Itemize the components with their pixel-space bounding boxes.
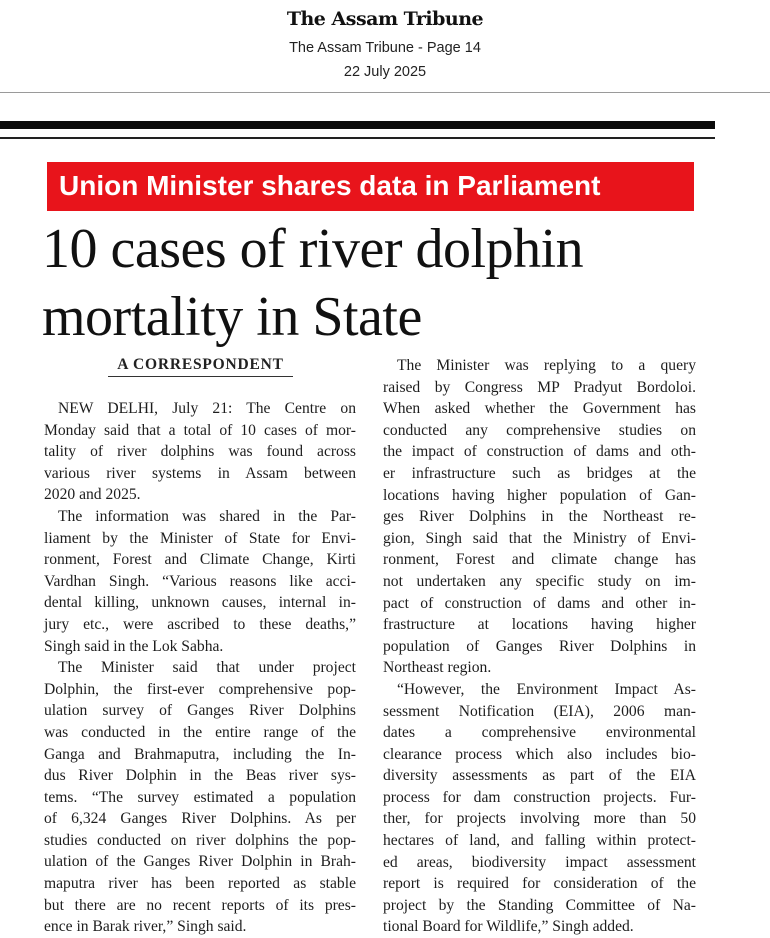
article-text-line: population of Ganges River Dolphins in bbox=[383, 637, 696, 655]
article-text-line: diversity assessments as part of the EIA bbox=[383, 767, 696, 785]
article-text-line: ence in Barak river,” Singh said. bbox=[44, 918, 247, 936]
article-text-line: pact of construction of dams and other in- bbox=[383, 594, 696, 612]
headline-line: 10 cases of river dolphin bbox=[42, 218, 584, 280]
article-text-line: Vardhan Singh. “Various reasons like acci- bbox=[44, 572, 356, 590]
article-text-line: not undertaken any specific study on im- bbox=[383, 572, 696, 590]
article-text-line: “However, the Environment Impact As- bbox=[397, 680, 696, 698]
article-text-line: tality of river dolphins was found across bbox=[44, 443, 356, 461]
article-text-line: tional Board for Wildlife,” Singh added. bbox=[383, 918, 634, 936]
article-text-line: ed areas, biodiversity impact assessment bbox=[383, 853, 696, 871]
article-text-line: locations having higher population of Gan- bbox=[383, 486, 696, 504]
article-column-left bbox=[44, 398, 356, 938]
divider-thin bbox=[0, 137, 715, 139]
article-text-line: dental killing, unknown causes, internal in- bbox=[44, 594, 356, 612]
article-text-line: er infrastructure such as bridges at the bbox=[383, 464, 696, 482]
article-text-line: clearance process which also includes bio- bbox=[383, 745, 696, 763]
headline bbox=[42, 215, 742, 351]
article-text-line: sessment Notification (EIA), 2006 man- bbox=[383, 702, 696, 720]
article-text-line: ther, for projects involving more than 50 bbox=[383, 810, 696, 828]
headline-line: mortality in State bbox=[42, 286, 422, 348]
article-text-line: jury etc., were ascribed to these deaths,” bbox=[44, 615, 356, 633]
article-text-line: dates a comprehensive environmental bbox=[383, 724, 696, 742]
article-text-line: process for dam construction projects. Fur- bbox=[383, 788, 696, 806]
article-text-line: maputra river has been reported as stable bbox=[44, 875, 356, 893]
article-text-line: gion, Singh said that the Ministry of Envi- bbox=[383, 529, 696, 547]
article-text-line: Singh said in the Lok Sabha. bbox=[44, 637, 224, 655]
article-text-line: raised by Congress MP Pradyut Bordoloi. bbox=[383, 378, 696, 396]
publication-date: 22 July 2025 bbox=[343, 64, 427, 80]
article-text-line: tems. “The survey estimated a population bbox=[44, 788, 356, 806]
article-text-line: ulation of the Ganges River Dolphin in Brah- bbox=[44, 853, 356, 871]
article-text-line: was conducted in the entire range of the bbox=[44, 723, 356, 741]
article-text-line: hectares of land, and falling within protect- bbox=[383, 832, 696, 850]
article-text-line: ronment, Forest and climate change has bbox=[383, 551, 696, 569]
article-text-line: Monday said that a total of 10 cases of mor- bbox=[44, 421, 356, 439]
article-text-line: but there are no recent reports of its pres- bbox=[44, 896, 356, 914]
article-text-line: The Minister was replying to a query bbox=[397, 357, 696, 374]
article-column-right bbox=[383, 355, 696, 938]
article-text-line: ulation survey of Ganges River Dolphins bbox=[44, 702, 356, 720]
article-text-line: Northeast region. bbox=[383, 659, 492, 677]
article-text-line: the impact of construction of dams and oth- bbox=[383, 443, 696, 461]
article-text-line: frastructure at locations having higher bbox=[383, 616, 696, 634]
article-text-line: of 6,324 Ganges River Dolphins. As per bbox=[44, 810, 356, 828]
article-text-line: Ganga and Brahmaputra, including the In- bbox=[44, 745, 356, 763]
article-text-line: liament by the Minister of State for Envi- bbox=[44, 529, 356, 547]
page-header bbox=[0, 0, 770, 93]
kicker-banner: Union Minister shares data in Parliament bbox=[47, 162, 694, 211]
article-text-line: studies conducted on river dolphins the pop- bbox=[44, 831, 356, 849]
article-text-line: project by the Standing Committee of Na- bbox=[383, 896, 696, 914]
divider-thick bbox=[0, 121, 715, 129]
page-info: The Assam Tribune - Page 14 bbox=[289, 40, 481, 56]
article-text-line: various river systems in Assam between bbox=[44, 464, 356, 482]
article-text-line: The information was shared in the Par- bbox=[58, 507, 356, 525]
article-text-line: When asked whether the Government has bbox=[383, 400, 696, 418]
article-text-line: ges River Dolphins in the Northeast re- bbox=[383, 508, 696, 526]
article-text-line: 2020 and 2025. bbox=[44, 486, 141, 504]
byline: A CORRESPONDENT bbox=[108, 356, 293, 377]
masthead-logo: The Assam Tribune bbox=[286, 8, 484, 30]
article-text-line: NEW DELHI, July 21: The Centre on bbox=[58, 400, 356, 417]
article-text-line: Dolphin, the first-ever comprehensive pop- bbox=[44, 680, 356, 698]
article-text-line: The Minister said that under project bbox=[58, 659, 356, 677]
article-text-line: dus River Dolphin in the Beas river sys- bbox=[44, 767, 356, 785]
article-text-line: conducted any comprehensive studies on bbox=[383, 421, 696, 439]
article-text-line: ronment, Forest and Climate Change, Kirti bbox=[44, 551, 356, 569]
article-text-line: report is required for consideration of the bbox=[383, 875, 696, 893]
